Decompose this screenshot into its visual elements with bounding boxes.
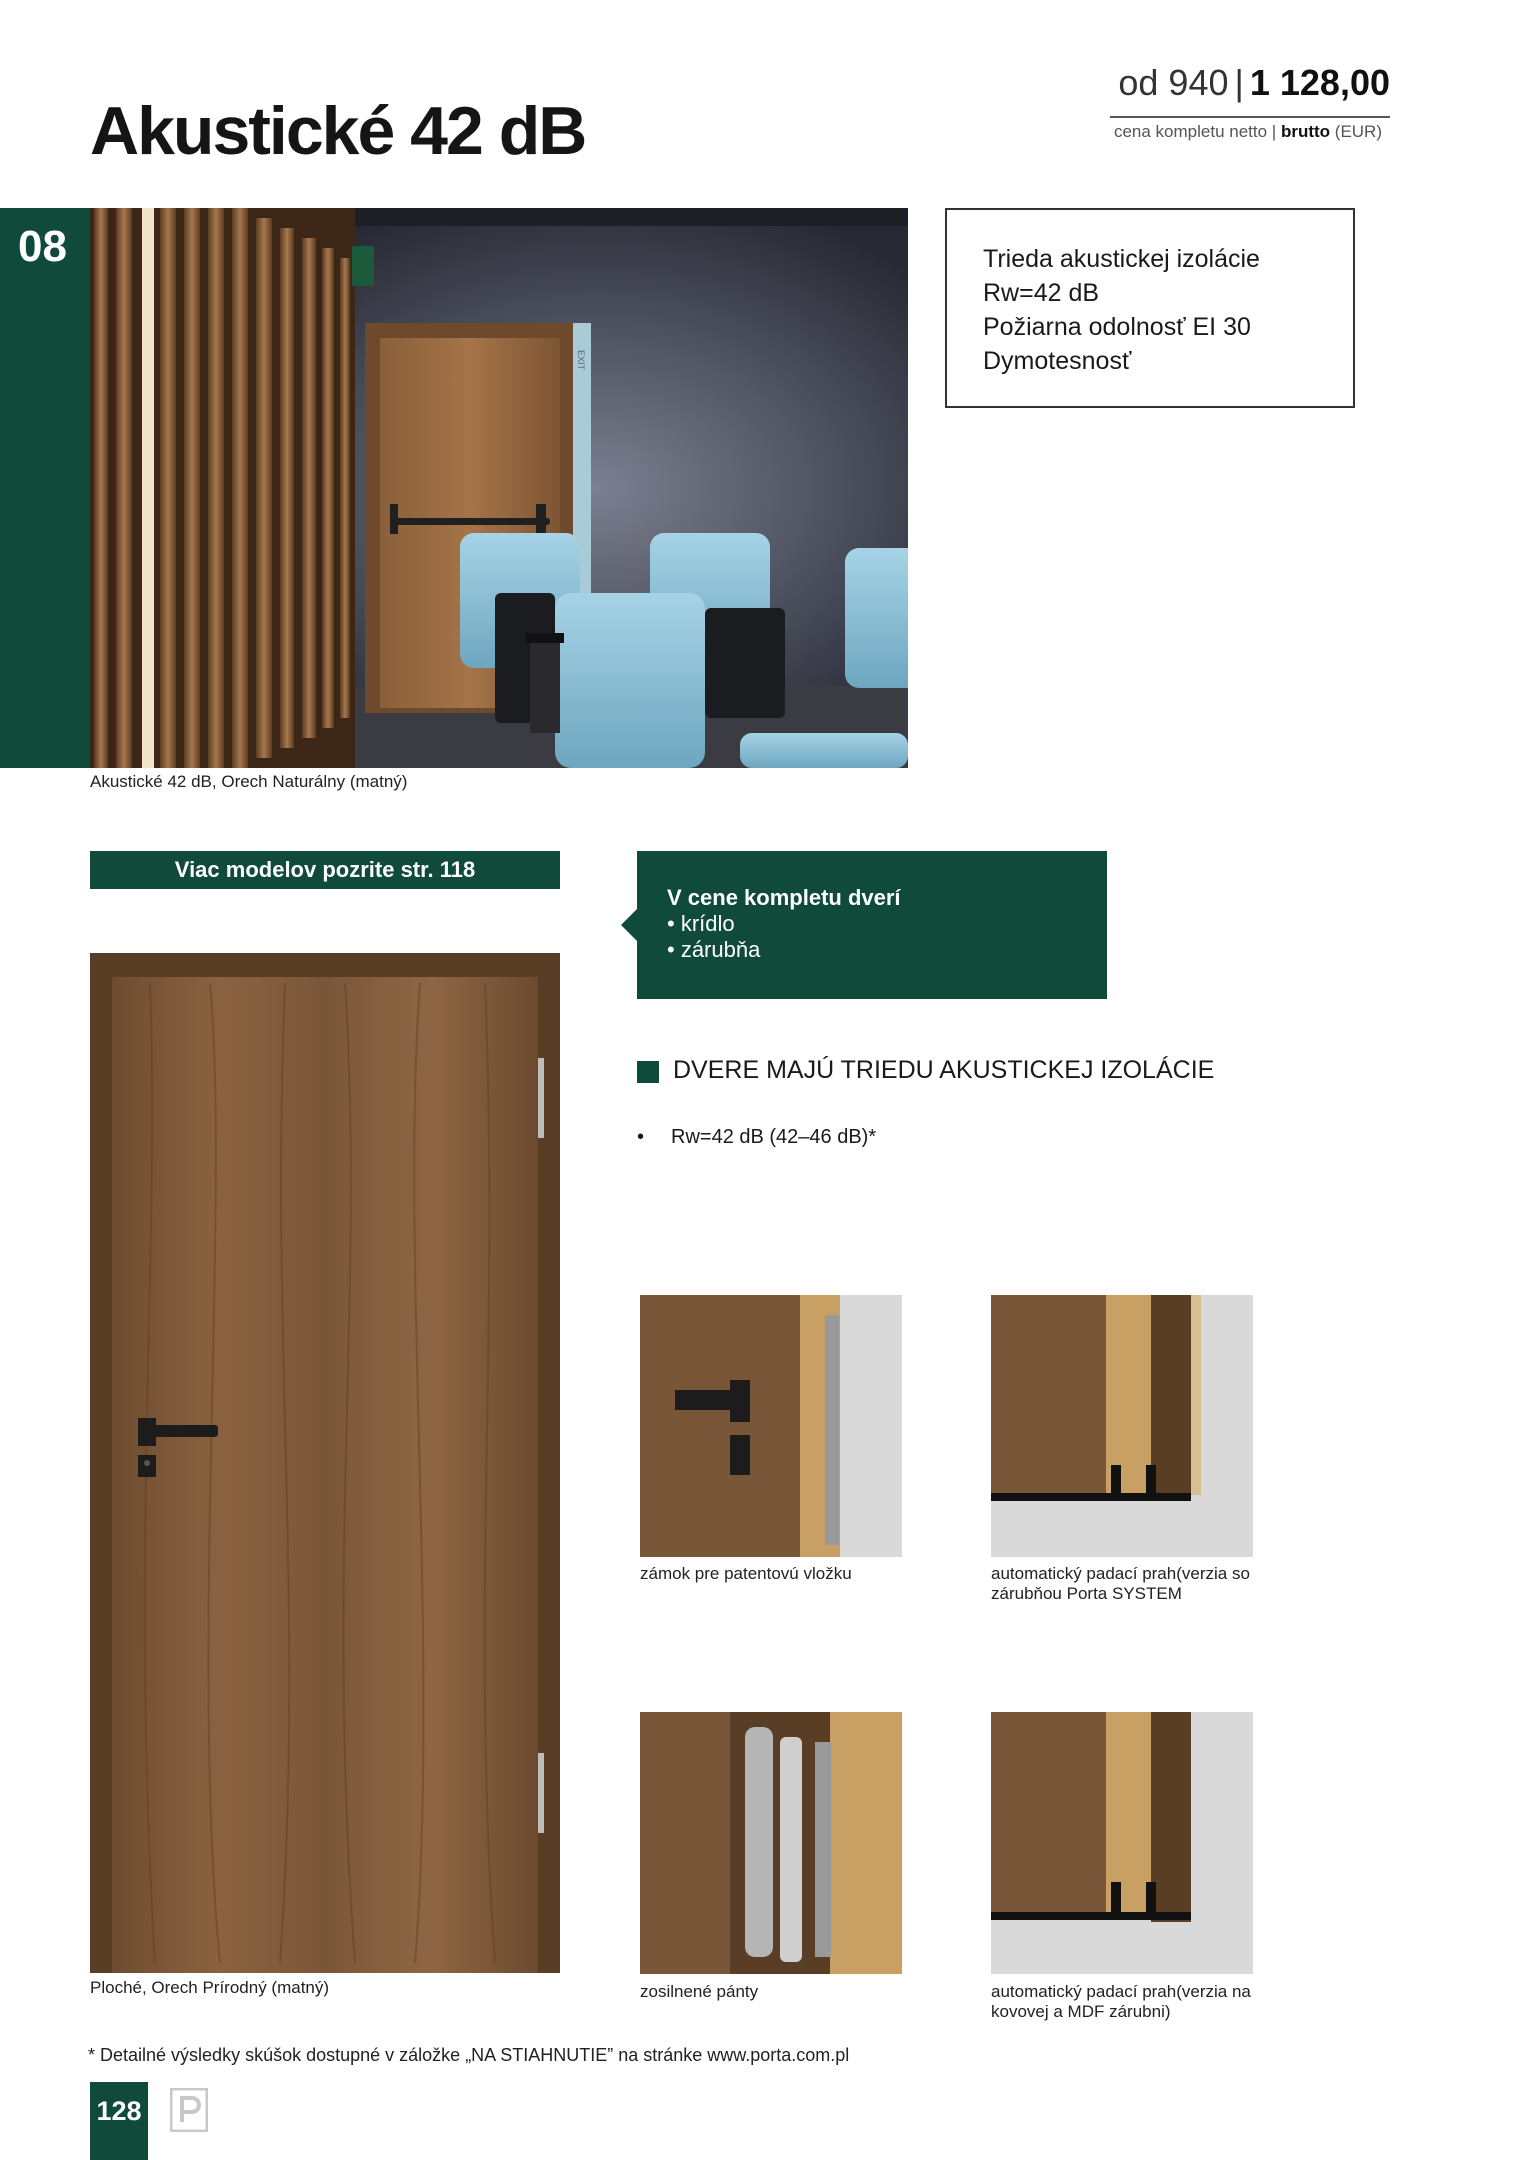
detail-threshold-system-image bbox=[991, 1295, 1253, 1557]
price-note-brutto: brutto bbox=[1280, 122, 1331, 141]
door-image bbox=[90, 953, 560, 1973]
price-divider bbox=[1110, 116, 1390, 118]
feature-smoke-tight: Dymotesnosť bbox=[983, 347, 1132, 375]
detail-hinges-image bbox=[640, 1712, 902, 1974]
includes-item-frame: • zárubňa bbox=[667, 937, 761, 962]
exit-label: EXIT bbox=[576, 350, 586, 371]
threshold-mdf-illustration bbox=[991, 1712, 1253, 1974]
bullet-mark: • bbox=[637, 1126, 645, 1148]
cinema-room-illustration bbox=[90, 208, 908, 768]
acoustic-value: Rw=42 dB (42–46 dB)* bbox=[671, 1126, 877, 1148]
price-line bbox=[1110, 62, 1390, 104]
price-note bbox=[1110, 122, 1382, 142]
lock-detail-illustration bbox=[640, 1295, 902, 1557]
detail-caption-threshold-mdf: automatický padací prah(verzia na kovovej a MDF zárubni) bbox=[991, 1982, 1251, 2021]
porta-p-logo-icon bbox=[170, 2088, 208, 2132]
door-caption: Ploché, Orech Prírodný (matný) bbox=[90, 1978, 330, 1997]
threshold-detail-illustration bbox=[991, 1295, 1253, 1557]
price-includes-box bbox=[637, 851, 1107, 999]
page-title: Akustické 42 dB bbox=[90, 93, 586, 169]
hero-image bbox=[90, 208, 908, 768]
detail-caption-lock: zámok pre patentovú vložku bbox=[640, 1564, 852, 1583]
section-tab bbox=[0, 208, 90, 768]
hinge-detail-illustration bbox=[640, 1712, 902, 1974]
price-separator: | bbox=[1234, 62, 1244, 103]
section-square-icon bbox=[637, 1061, 659, 1083]
hero-caption: Akustické 42 dB, Orech Naturálny (matný) bbox=[90, 772, 408, 791]
price-note-separator: | bbox=[1271, 122, 1277, 141]
detail-lock-image bbox=[640, 1295, 902, 1557]
section-number: 08 bbox=[18, 222, 67, 271]
page-number: 128 bbox=[90, 2082, 148, 2160]
includes-heading: V cene kompletu dverí bbox=[667, 885, 901, 910]
price-brutto: 1 128,00 bbox=[1249, 62, 1390, 103]
price-note-currency: (EUR) bbox=[1334, 122, 1382, 141]
includes-item-leaf: • krídlo bbox=[667, 911, 735, 936]
detail-caption-hinges: zosilnené pánty bbox=[640, 1982, 759, 2001]
feature-box bbox=[945, 208, 1355, 408]
flat-door-illustration bbox=[90, 953, 560, 1973]
acoustic-bullet bbox=[637, 1126, 876, 1149]
detail-caption-threshold-system: automatický padací prah(verzia so zárubňou Porta SYSTEM bbox=[991, 1564, 1250, 1603]
price-note-netto: cena kompletu netto bbox=[1113, 122, 1268, 141]
footnote: * Detailné výsledky skúšok dostupné v záložke „NA STIAHNUTIE” na stránke www.porta.com.pl bbox=[88, 2045, 850, 2065]
acoustic-heading: DVERE MAJÚ TRIEDU AKUSTICKEJ IZOLÁCIE bbox=[673, 1056, 1215, 1084]
feature-fire-resistance: Požiarna odolnosť EI 30 bbox=[983, 313, 1251, 341]
feature-rw: Rw=42 dB bbox=[983, 279, 1100, 307]
feature-acoustic-class: Trieda akustickej izolácie bbox=[983, 245, 1260, 273]
price-from: od 940 bbox=[1118, 62, 1229, 103]
detail-threshold-mdf-image bbox=[991, 1712, 1253, 1974]
more-models-banner: Viac modelov pozrite str. 118 bbox=[90, 851, 560, 889]
